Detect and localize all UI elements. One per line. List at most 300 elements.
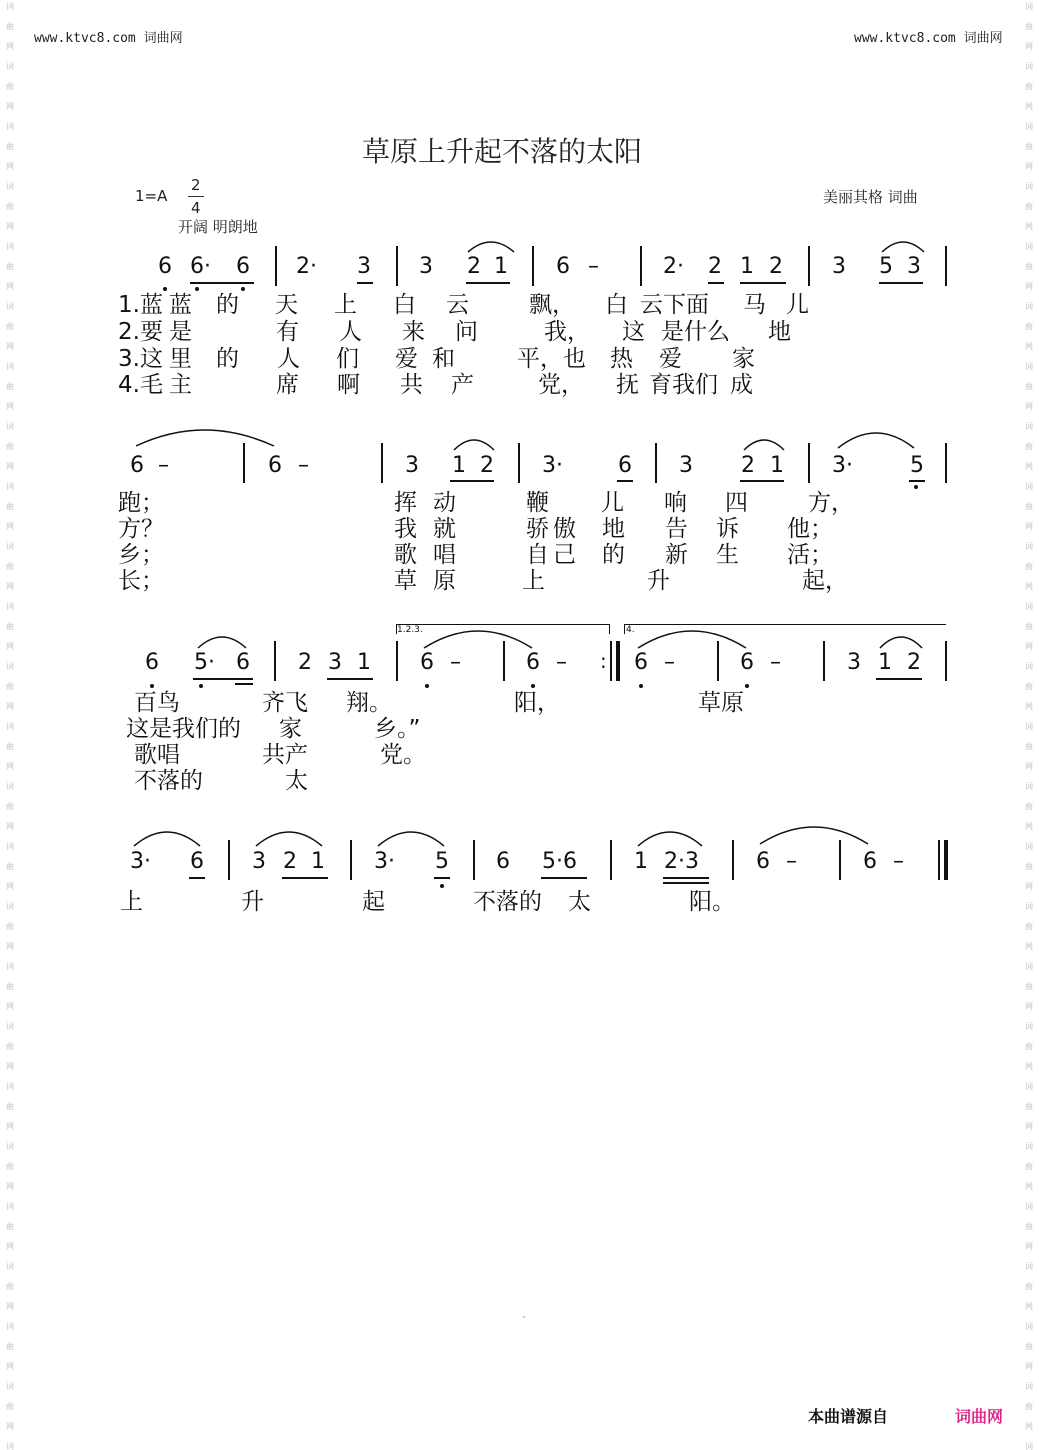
- note: 5: [879, 254, 893, 279]
- page-mark: -: [522, 1312, 526, 1323]
- watermark-glyph: 词: [6, 542, 14, 551]
- beat-underline: [879, 282, 923, 284]
- watermark-glyph: 曲: [1025, 862, 1033, 871]
- lyric-verse-1: 跑； 挥 动 鞭 儿 响 四 方，: [118, 490, 854, 516]
- bar-line: [808, 443, 810, 483]
- low-octave-dot: [745, 684, 749, 688]
- note: –: [158, 453, 169, 478]
- lyric-verse-4: 长； 草 原 上 升 起，: [118, 568, 848, 594]
- bar-line: [396, 246, 398, 286]
- watermark-glyph: 曲: [6, 922, 14, 931]
- watermark-glyph: 曲: [6, 1222, 14, 1231]
- watermark-glyph: 网: [1025, 1242, 1033, 1251]
- beat-underline: [327, 678, 373, 680]
- watermark-glyph: 词: [6, 902, 14, 911]
- watermark-glyph: 词: [1025, 482, 1033, 491]
- note: 3: [419, 254, 433, 279]
- repeat-bar-line: [616, 641, 620, 681]
- watermark-glyph: 网: [1025, 42, 1033, 51]
- note: –: [664, 650, 675, 675]
- note: 6: [145, 650, 159, 675]
- note: 3: [252, 849, 266, 874]
- watermark-glyph: 曲: [1025, 442, 1033, 451]
- watermark-glyph: 词: [1025, 1262, 1033, 1271]
- watermark-glyph: 词: [1025, 902, 1033, 911]
- watermark-glyph: 曲: [1025, 82, 1033, 91]
- note: 6: [268, 453, 282, 478]
- note: 3: [357, 254, 371, 279]
- watermark-glyph: 曲: [1025, 562, 1033, 571]
- note: 2·: [296, 254, 317, 279]
- footer-brand-link[interactable]: 词曲网: [955, 1407, 1004, 1426]
- volta-bracket-1-end: [609, 624, 610, 634]
- note: 5·6: [542, 849, 577, 874]
- watermark-glyph: 曲: [1025, 22, 1033, 31]
- watermark-glyph: 词: [6, 242, 14, 251]
- note: 5: [435, 849, 449, 874]
- bar-line: [243, 443, 245, 483]
- watermark-glyph: 网: [6, 642, 14, 651]
- watermark-glyph: 词: [6, 1322, 14, 1331]
- lyric-verse-2: 方？ 我 就 骄 傲 地 告 诉 他；: [118, 516, 833, 542]
- watermark-glyph: 网: [6, 282, 14, 291]
- watermark-glyph: 网: [1025, 162, 1033, 171]
- watermark-glyph: 词: [1025, 242, 1033, 251]
- watermark-glyph: 曲: [6, 1042, 14, 1051]
- low-octave-dot: [241, 287, 245, 291]
- watermark-glyph: 词: [1025, 722, 1033, 731]
- bar-line: [839, 840, 841, 880]
- watermark-glyph: 词: [1025, 1022, 1033, 1031]
- watermark-glyph: 词: [6, 782, 14, 791]
- watermark-glyph: 网: [6, 762, 14, 771]
- low-octave-dot: [531, 684, 535, 688]
- watermark-glyph: 曲: [1025, 382, 1033, 391]
- slur: [466, 238, 516, 254]
- watermark-glyph: 词: [1025, 1442, 1033, 1450]
- watermark-glyph: 词: [6, 362, 14, 371]
- watermark-glyph: 网: [1025, 102, 1033, 111]
- note: 3: [679, 453, 693, 478]
- beat-underline: [740, 480, 784, 482]
- watermark-glyph: 网: [6, 1362, 14, 1371]
- note: 6: [526, 650, 540, 675]
- beat-underline: [466, 282, 510, 284]
- watermark-glyph: 曲: [6, 1162, 14, 1171]
- bar-line: [808, 246, 810, 286]
- watermark-glyph: 词: [1025, 122, 1033, 131]
- watermark-glyph: 曲: [6, 682, 14, 691]
- watermark-glyph: 网: [1025, 222, 1033, 231]
- note: –: [450, 650, 461, 675]
- note: 2: [769, 254, 783, 279]
- watermark-glyph: 网: [6, 342, 14, 351]
- low-octave-dot: [639, 684, 643, 688]
- watermark-glyph: 词: [6, 1082, 14, 1091]
- page-title: 草原上升起不落的太阳: [362, 135, 643, 168]
- watermark-glyph: 网: [1025, 882, 1033, 891]
- bar-line: [640, 246, 642, 286]
- bar-line: [610, 840, 612, 880]
- watermark-glyph: 曲: [1025, 682, 1033, 691]
- watermark-glyph: 词: [6, 1202, 14, 1211]
- beat-underline: [909, 480, 925, 482]
- note: –: [770, 650, 781, 675]
- watermark-glyph: 曲: [6, 622, 14, 631]
- watermark-glyph: 词: [6, 2, 14, 11]
- note: 6: [236, 650, 250, 675]
- watermark-glyph: 曲: [6, 982, 14, 991]
- watermark-glyph: 词: [6, 182, 14, 191]
- note: –: [588, 254, 599, 279]
- note: 3·: [130, 849, 151, 874]
- note: 6: [496, 849, 510, 874]
- watermark-glyph: 词: [1025, 182, 1033, 191]
- lyric-verse-4: 4.毛 主 席 啊 共 产 党， 抚 育我们 成: [118, 372, 753, 398]
- note: 3: [847, 650, 861, 675]
- slur: [376, 826, 446, 848]
- beat-underline: [450, 480, 494, 482]
- watermark-glyph: 网: [1025, 1002, 1033, 1011]
- slur: [422, 624, 534, 650]
- watermark-glyph: 曲: [1025, 622, 1033, 631]
- watermark-glyph: 曲: [1025, 1282, 1033, 1291]
- time-signature-top: 2: [191, 176, 201, 194]
- beat-underline: [663, 877, 709, 879]
- watermark-glyph: 曲: [6, 1102, 14, 1111]
- watermark-glyph: 网: [6, 162, 14, 171]
- watermark-glyph: 曲: [6, 802, 14, 811]
- slur: [254, 826, 324, 848]
- watermark-glyph: 词: [1025, 662, 1033, 671]
- time-signature-bottom: 4: [191, 199, 201, 217]
- note: 2: [283, 849, 297, 874]
- watermark-glyph: 曲: [1025, 982, 1033, 991]
- note: 2: [480, 453, 494, 478]
- beat-underline: [876, 678, 922, 680]
- watermark-glyph: 网: [1025, 762, 1033, 771]
- note: –: [893, 849, 904, 874]
- right-watermark-strip: [1022, 0, 1036, 1450]
- watermark-glyph: 词: [1025, 1202, 1033, 1211]
- watermark-glyph: 网: [6, 42, 14, 51]
- watermark-glyph: 词: [6, 1442, 14, 1450]
- beat-underline: [282, 877, 328, 879]
- bar-line: [610, 641, 612, 681]
- bar-line: [274, 641, 276, 681]
- note: 1: [452, 453, 466, 478]
- composer-credit: 美丽其格 词曲: [823, 188, 918, 206]
- bar-line: [823, 641, 825, 681]
- header-site-left[interactable]: www.ktvc8.com 词曲网: [34, 31, 183, 46]
- beat-underline: [740, 282, 786, 284]
- slur: [636, 826, 704, 848]
- lyric-verse-1: 百鸟 齐飞 翔。 阳， 草原: [134, 690, 744, 716]
- watermark-glyph: 网: [1025, 462, 1033, 471]
- bar-line: [275, 246, 277, 286]
- slur: [836, 426, 916, 450]
- note: 3·: [832, 453, 853, 478]
- bar-line: [945, 246, 947, 286]
- watermark-glyph: 曲: [1025, 1342, 1033, 1351]
- bar-line: [396, 641, 398, 681]
- watermark-glyph: 曲: [6, 262, 14, 271]
- watermark-glyph: 曲: [1025, 1402, 1033, 1411]
- note: –: [556, 650, 567, 675]
- note: 3: [832, 254, 846, 279]
- note: 1: [311, 849, 325, 874]
- watermark-glyph: 网: [6, 582, 14, 591]
- watermark-glyph: 曲: [1025, 802, 1033, 811]
- slur: [878, 632, 924, 650]
- watermark-glyph: 词: [6, 1022, 14, 1031]
- lyric-verse-3: 歌唱 共产 党。: [134, 742, 426, 768]
- watermark-glyph: 词: [6, 662, 14, 671]
- watermark-glyph: 词: [1025, 782, 1033, 791]
- note: 3: [907, 254, 921, 279]
- note: 6: [130, 453, 144, 478]
- watermark-glyph: 网: [1025, 582, 1033, 591]
- note: 1: [494, 254, 508, 279]
- note: 6: [634, 650, 648, 675]
- volta-bracket-2-edge: [624, 624, 625, 634]
- low-octave-dot: [195, 287, 199, 291]
- watermark-glyph: 网: [6, 702, 14, 711]
- watermark-glyph: 网: [6, 402, 14, 411]
- watermark-glyph: 曲: [1025, 202, 1033, 211]
- watermark-glyph: 词: [1025, 1382, 1033, 1391]
- watermark-glyph: 曲: [1025, 142, 1033, 151]
- watermark-glyph: 词: [1025, 1082, 1033, 1091]
- time-signature-line: [188, 196, 204, 197]
- left-watermark-strip: [3, 0, 17, 1450]
- bar-line: [381, 443, 383, 483]
- note: 3·: [374, 849, 395, 874]
- watermark-glyph: 词: [1025, 602, 1033, 611]
- lyric-verse-3: 3.这 里 的 人 们 爱 和 平，也 热 爱 家: [118, 346, 755, 372]
- note: 2: [298, 650, 312, 675]
- watermark-glyph: 词: [1025, 542, 1033, 551]
- watermark-glyph: 曲: [6, 382, 14, 391]
- watermark-glyph: 词: [6, 302, 14, 311]
- repeat-sign: :: [600, 649, 607, 673]
- watermark-glyph: 网: [6, 942, 14, 951]
- watermark-glyph: 曲: [1025, 262, 1033, 271]
- bar-line: [350, 840, 352, 880]
- note: 1: [770, 453, 784, 478]
- note: 6: [420, 650, 434, 675]
- watermark-glyph: 曲: [6, 862, 14, 871]
- low-octave-dot: [199, 684, 203, 688]
- watermark-glyph: 词: [6, 62, 14, 71]
- watermark-glyph: 词: [1025, 302, 1033, 311]
- beat-underline: [617, 480, 633, 482]
- header-site-right[interactable]: www.ktvc8.com 词曲网: [854, 31, 1003, 46]
- watermark-glyph: 曲: [6, 142, 14, 151]
- watermark-glyph: 曲: [1025, 1042, 1033, 1051]
- note: 6: [863, 849, 877, 874]
- watermark-glyph: 词: [6, 1262, 14, 1271]
- slur: [132, 826, 202, 848]
- watermark-glyph: 网: [6, 102, 14, 111]
- watermark-glyph: 词: [6, 962, 14, 971]
- watermark-glyph: 网: [6, 1062, 14, 1071]
- slur: [196, 632, 248, 650]
- lyric-verse-2: 2.要 是 有 人 来 问 我， 这 是什么 地: [118, 319, 791, 345]
- watermark-glyph: 曲: [1025, 1222, 1033, 1231]
- note: 6: [740, 650, 754, 675]
- key-signature: 1=A: [135, 187, 168, 205]
- bar-line: [655, 443, 657, 483]
- watermark-glyph: 词: [1025, 422, 1033, 431]
- watermark-glyph: 曲: [6, 1342, 14, 1351]
- watermark-glyph: 网: [1025, 282, 1033, 291]
- watermark-glyph: 网: [1025, 822, 1033, 831]
- note: 1: [634, 849, 648, 874]
- watermark-glyph: 词: [6, 602, 14, 611]
- slur: [880, 238, 926, 254]
- watermark-glyph: 网: [1025, 1182, 1033, 1191]
- beat-underline: [190, 282, 254, 284]
- volta-label-1: 1.2.3.: [397, 625, 423, 635]
- watermark-glyph: 词: [1025, 962, 1033, 971]
- tempo-marking: 开阔 明朗地: [178, 218, 258, 236]
- watermark-glyph: 曲: [6, 22, 14, 31]
- low-octave-dot: [914, 485, 918, 489]
- watermark-glyph: 曲: [6, 562, 14, 571]
- watermark-glyph: 网: [1025, 342, 1033, 351]
- watermark-glyph: 网: [1025, 1362, 1033, 1371]
- beat-underline: [434, 877, 450, 879]
- watermark-glyph: 词: [6, 842, 14, 851]
- watermark-glyph: 曲: [6, 502, 14, 511]
- lyric-verse-4: 不落的 太: [134, 768, 308, 794]
- watermark-glyph: 词: [1025, 1322, 1033, 1331]
- bar-line: [228, 840, 230, 880]
- watermark-glyph: 网: [6, 462, 14, 471]
- watermark-glyph: 网: [6, 222, 14, 231]
- watermark-glyph: 网: [6, 822, 14, 831]
- watermark-glyph: 词: [1025, 2, 1033, 11]
- watermark-glyph: 网: [6, 1422, 14, 1431]
- final-bar-thick: [944, 840, 948, 880]
- note: 6: [158, 254, 172, 279]
- lyric-line: 上 升 起 不落的 太 阳。: [120, 889, 735, 915]
- note: 2: [467, 254, 481, 279]
- watermark-glyph: 网: [6, 1242, 14, 1251]
- bar-line: [945, 443, 947, 483]
- watermark-glyph: 网: [6, 522, 14, 531]
- watermark-glyph: 网: [1025, 522, 1033, 531]
- low-octave-dot: [440, 884, 444, 888]
- note: –: [786, 849, 797, 874]
- final-bar-thin: [938, 840, 940, 880]
- slur: [742, 436, 786, 452]
- note: 2: [907, 650, 921, 675]
- watermark-glyph: 曲: [6, 442, 14, 451]
- watermark-glyph: 网: [1025, 702, 1033, 711]
- watermark-glyph: 曲: [1025, 742, 1033, 751]
- footer-source-label: 本曲谱源自: [808, 1407, 889, 1426]
- watermark-glyph: 词: [1025, 842, 1033, 851]
- note: 1: [357, 650, 371, 675]
- note: 2·3: [664, 849, 699, 874]
- watermark-glyph: 网: [1025, 1422, 1033, 1431]
- beat-underline: [663, 882, 709, 884]
- lyric-verse-3: 乡； 歌 唱 自 己 的 新 生 活；: [118, 542, 833, 568]
- watermark-glyph: 词: [6, 482, 14, 491]
- note: 5·: [194, 650, 215, 675]
- watermark-glyph: 网: [6, 882, 14, 891]
- beat-underline: [189, 877, 205, 879]
- note: 6: [236, 254, 250, 279]
- slur: [134, 424, 276, 448]
- bar-line: [473, 840, 475, 880]
- note: 6: [556, 254, 570, 279]
- bar-line: [945, 641, 947, 681]
- volta-label-2: 4.: [626, 625, 635, 635]
- watermark-glyph: 词: [6, 1382, 14, 1391]
- watermark-glyph: 曲: [1025, 1162, 1033, 1171]
- note: –: [298, 453, 309, 478]
- watermark-glyph: 曲: [1025, 502, 1033, 511]
- slur: [636, 624, 748, 650]
- bar-line: [518, 443, 520, 483]
- lyric-verse-1: 1.蓝 蓝 的 天 上 白 云 飘， 白 云下面 马 儿: [118, 292, 809, 318]
- watermark-glyph: 词: [6, 422, 14, 431]
- slur: [452, 436, 496, 452]
- note: 3: [328, 650, 342, 675]
- watermark-glyph: 词: [6, 122, 14, 131]
- watermark-glyph: 网: [6, 1122, 14, 1131]
- note: 3·: [542, 453, 563, 478]
- note: 2: [741, 453, 755, 478]
- bar-line: [732, 840, 734, 880]
- lyric-verse-2: 这是我们的 家 乡。”: [126, 716, 421, 742]
- watermark-glyph: 网: [6, 1302, 14, 1311]
- watermark-glyph: 词: [1025, 362, 1033, 371]
- watermark-glyph: 网: [1025, 942, 1033, 951]
- watermark-glyph: 网: [1025, 1302, 1033, 1311]
- beat-underline: [193, 678, 253, 680]
- beat-underline: [235, 683, 253, 685]
- watermark-glyph: 网: [6, 1002, 14, 1011]
- low-octave-dot: [425, 684, 429, 688]
- watermark-glyph: 网: [1025, 1062, 1033, 1071]
- beat-underline: [708, 282, 724, 284]
- note: 1: [878, 650, 892, 675]
- note: 6: [618, 453, 632, 478]
- watermark-glyph: 词: [1025, 62, 1033, 71]
- watermark-glyph: 曲: [6, 202, 14, 211]
- watermark-glyph: 词: [6, 722, 14, 731]
- watermark-glyph: 曲: [6, 82, 14, 91]
- watermark-glyph: 曲: [1025, 1102, 1033, 1111]
- slur: [758, 820, 870, 846]
- note: 6·: [190, 254, 211, 279]
- note: 5: [910, 453, 924, 478]
- low-octave-dot: [163, 287, 167, 291]
- note: 3: [405, 453, 419, 478]
- note: 6: [756, 849, 770, 874]
- watermark-glyph: 曲: [6, 1282, 14, 1291]
- low-octave-dot: [150, 684, 154, 688]
- beat-underline: [541, 877, 587, 879]
- note: 6: [190, 849, 204, 874]
- bar-line: [532, 246, 534, 286]
- note: 2: [708, 254, 722, 279]
- watermark-glyph: 网: [6, 1182, 14, 1191]
